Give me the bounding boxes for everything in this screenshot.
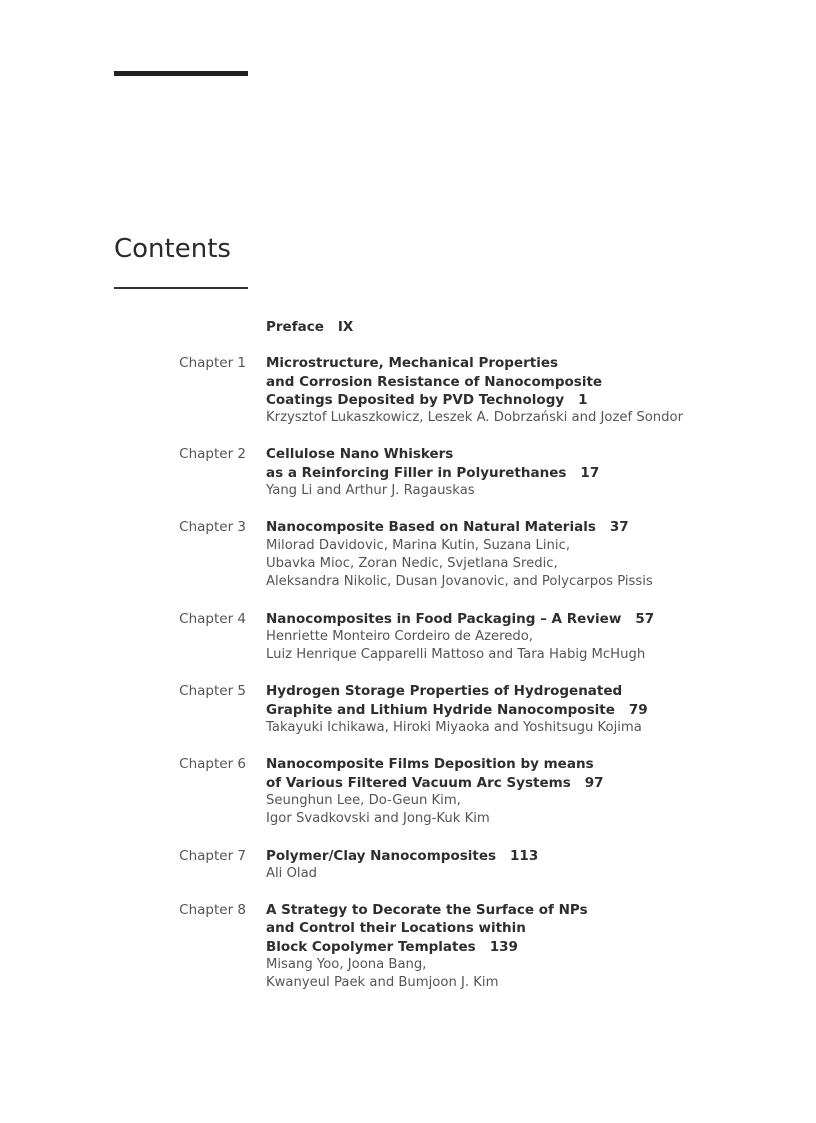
chapter-authors: Ali Olad [266,865,318,881]
chapter-entry[interactable] [0,847,816,884]
chapter-body [266,682,806,737]
chapter-title-line [266,938,806,956]
chapter-body [266,755,806,828]
chapter-page-number: 79 [628,701,648,718]
chapter-authors: Kwanyeul Paek and Bumjoon J. Kim [266,975,499,991]
chapter-authors: Milorad Davidovic, Marina Kutin, Suzana Linic, [266,537,571,553]
chapter-title-text: of Various Filtered Vacuum Arc Systems [266,774,571,791]
chapter-title-line [266,901,806,919]
chapter-label: Chapter 3 [179,519,246,536]
chapter-authors: Krzysztof Lukaszkowicz, Leszek A. Dobrzański and Jozef Sondor [266,410,684,426]
chapter-title-line [266,373,806,391]
preface-title-line [266,318,806,336]
chapter-title-text: Coatings Deposited by PVD Technology [266,391,565,408]
chapter-title-text: Polymer/Clay Nanocomposites [266,847,497,864]
chapter-entry[interactable] [0,682,816,737]
chapter-label: Chapter 7 [179,847,246,864]
chapter-title-text: Cellulose Nano Whiskers [266,446,454,463]
chapter-label: Chapter 1 [179,355,246,372]
chapter-label: Chapter 2 [179,446,246,463]
preface-entry[interactable] [0,318,816,336]
chapter-title-text: Nanocomposite Based on Natural Materials [266,519,596,536]
table-of-contents [0,318,816,1011]
chapter-authors: Misang Yoo, Joona Bang, [266,957,427,973]
chapter-title-line [266,919,806,937]
chapter-title-text: Microstructure, Mechanical Properties [266,355,559,372]
chapter-page-number: 97 [584,774,604,791]
top-decorative-rule [114,71,248,76]
chapter-title-text: Hydrogen Storage Properties of Hydrogenated [266,683,623,700]
chapter-page-number: 17 [580,464,600,481]
chapter-page-number: 37 [609,519,629,536]
chapter-title-text: Nanocomposite Films Deposition by means [266,756,594,773]
chapter-page-number: 113 [510,847,539,864]
chapter-title-line [266,354,806,372]
chapter-authors: Igor Svadkovski and Jong-Kuk Kim [266,811,490,827]
chapter-body [266,518,806,591]
chapter-label: Chapter 5 [179,683,246,700]
chapter-title-text: Block Copolymer Templates [266,938,476,955]
chapter-body [266,354,806,427]
chapter-body [266,610,806,665]
preface-title: Preface [266,319,324,335]
chapter-title-text: A Strategy to Decorate the Surface of NPs [266,902,588,919]
chapter-title-line [266,682,806,700]
chapter-authors: Yang Li and Arthur J. Ragauskas [266,483,475,499]
chapter-title-line [266,847,806,865]
chapter-entry[interactable] [0,755,816,828]
chapter-label: Chapter 4 [179,610,246,627]
chapter-label: Chapter 6 [179,756,246,773]
chapter-label: Chapter 8 [179,902,246,919]
chapter-entry[interactable] [0,901,816,992]
chapter-title-text: Nanocomposites in Food Packaging – A Review [266,610,622,627]
chapter-authors: Seunghun Lee, Do-Geun Kim, [266,792,461,808]
chapter-title-line [266,755,806,773]
chapter-title-line [266,774,806,792]
chapter-title-line [266,391,806,409]
chapter-title-line [266,518,806,536]
chapter-page-number: 139 [489,938,518,955]
chapter-title-text: and Control their Locations within [266,920,526,937]
chapter-authors: Henriette Monteiro Cordeiro de Azeredo, [266,628,533,644]
chapter-entry[interactable] [0,610,816,665]
heading-underline [114,287,248,289]
chapter-entry[interactable] [0,445,816,500]
chapter-authors: Ubavka Mioc, Zoran Nedic, Svjetlana Sredic, [266,555,558,571]
chapter-title-text: and Corrosion Resistance of Nanocomposite [266,373,603,390]
chapter-authors: Aleksandra Nikolic, Dusan Jovanovic, and Polycarpos Pissis [266,574,653,590]
chapter-authors: Luiz Henrique Capparelli Mattoso and Tara Habig McHugh [266,647,646,663]
chapter-body [266,901,806,992]
chapter-title-line [266,701,806,719]
chapter-body [266,847,806,884]
chapter-title-line [266,445,806,463]
chapter-body [266,445,806,500]
chapter-page-number: 57 [635,610,655,627]
page-title: Contents [114,234,231,264]
chapter-entry[interactable] [0,518,816,591]
chapter-title-text: as a Reinforcing Filler in Polyurethanes [266,464,567,481]
chapter-title-line [266,464,806,482]
preface-page-number: IX [337,319,354,335]
chapter-page-number: 1 [578,391,588,408]
chapter-title-line [266,610,806,628]
chapter-authors: Takayuki Ichikawa, Hiroki Miyaoka and Yoshitsugu Kojima [266,720,642,736]
chapter-title-text: Graphite and Lithium Hydride Nanocomposite [266,701,615,718]
chapter-entry[interactable] [0,354,816,427]
